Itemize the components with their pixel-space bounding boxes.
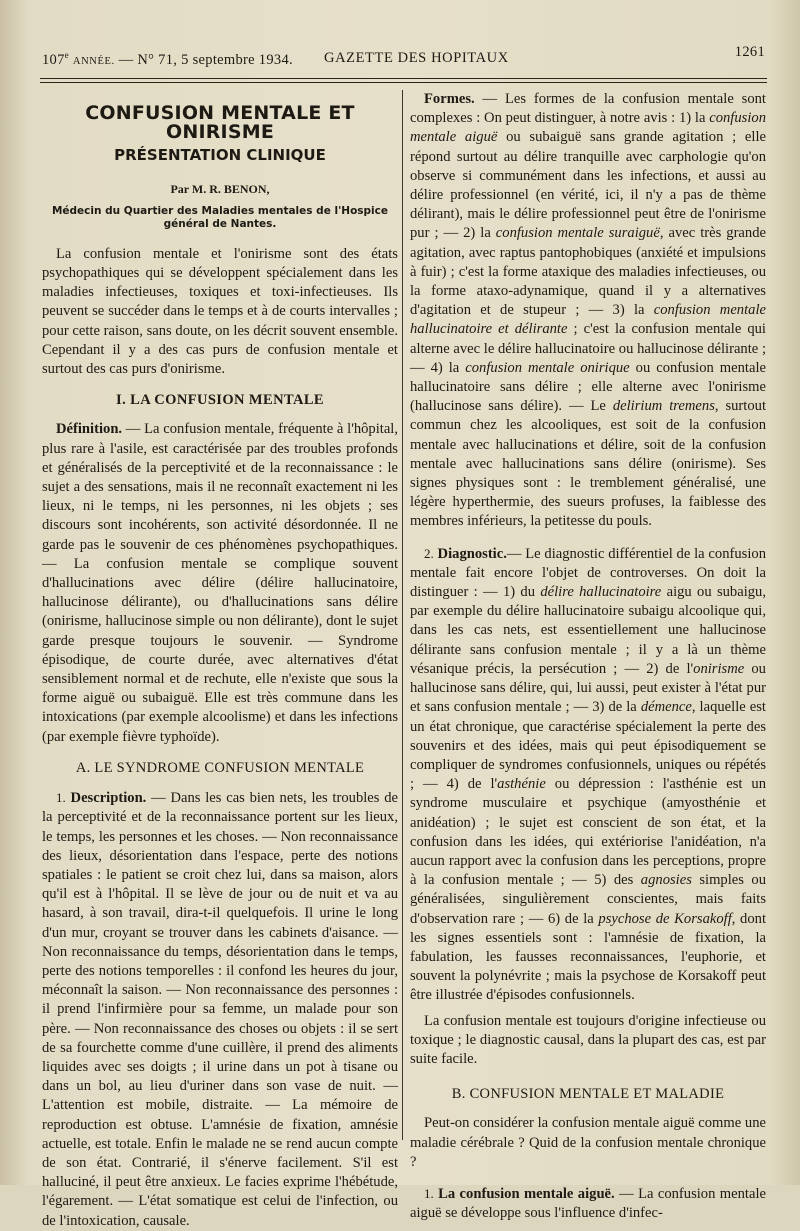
question-paragraph: Peut-on considérer la confusion mentale aiguë comme une maladie cérébrale ? Quid de la confusion mentale chronique ? — [410, 1115, 766, 1170]
running-header — [42, 46, 767, 68]
header-rule-2 — [40, 82, 767, 83]
section-heading: I. LA CONFUSION MENTALE — [116, 392, 324, 409]
author: Par M. R. BENON, — [170, 181, 270, 196]
diagnostic-paragraph: 2. Diagnostic.— Le diagnostic différentiel de la confusion mentale fait encore l'objet de controverses. On doit la distinguer : — 1) du délire hallucinatoire aigu ou subaigu, par exemple du délire hallucinatoire subaigu alcoolique qui, dans les cas nets, est essentiellement une hallucinose délirante sans confusion mentale ; il y a là un thème vésanique précis, la persécution ; — 2) de l'onirisme ou hallucinose sans délire, qui, lui aussi, peut exister à l'état pur et sans confusion mentale ; — 3) de la démence, laquelle est un état chronique, que caractérise spécialement la perte des souvenirs et des idées, mais qui peut épisodiquement se compliquer de syndromes confusionnels, uniques ou répétés ; — 4) de l'asthénie ou dépression : l'asthénie est un syndrome musculaire et psychique (amyosthénie et anidéation) ; le sujet est conscient de son état, et la confusion dans les idées, qui extériorise l'anidéation, n'a aucun rapport avec la confusion dans les perceptions, propre à la confusion mentale ; — 5) des agnosies simples ou généralisées, singulièrement conscientes, mais faits d'observation rare ; — 6) de la psychose de Korsakoff, dont les signes essentiels sont : l'amnésie de fixation, la fabulation, les fausses reconnaissances, l'euphorie, et souvent la polynévrite ; mais la psychose de Korsakoff peut être illustrée d'épisodes confusionnels. — [410, 545, 767, 1004]
definition-paragraph: Définition. — La confusion mentale, fréquente à l'hôpital, plus rare à l'asile, est caractérisée par des troubles profonds et généralisés de la perceptivité et de la reconnaissance : le sujet a des sensations, mais il ne reconnaît exactement ni les lieux, ni le temps, ni les personnes, ni les objets ; ses discours sont incohérents, son activité désordonnée. Il ne garde pas le souvenir de ces phénomènes psychopathiques. — La confusion mentale se complique souvent d'hallucinations avec délire (délire hallucinatoire, hallucinose délirante), ou d'hallucinations sans délire (onirisme, hallucinose simple ou non délirante), dont le sujet garde presque toujours le souvenir. — Syndrome épisodique, de courte durée, avec alternatives d'état sensiblement normal et de rechute, elle n'existe que sous la forme aiguë ou subaiguë. Elle est très commune dans les intoxications (par exemple alcoolisme) et dans les infections (par exemple fièvre typhoïde). — [42, 421, 398, 745]
column-divider — [402, 90, 403, 1140]
article-subtitle: PRÉSENTATION CLINIQUE — [114, 146, 326, 165]
formes-paragraph: Formes. — Les formes de la confusion mentale sont complexes : On peut distinguer, à notre avis : 1) la confusion mentale aiguë ou subaiguë sans grande agitation ; elle répond surtout au délire tranquille avec carphologie qu'on observe si communément dans les infections, et aussi au délire professionnel (en vérité, ici, il n'y a pas de thème délirant), mais le délire professionnel peut être de l'onirisme pur ; — 2) la confusion mentale suraiguë, avec très grande agitation, avec raptus pantophobiques (anxiété et impulsions à fuir) ; c'est la forme ataxique des maladies infectieuses, ou la forme ataxo-adynamique, quand il y a alternatives d'agitation et de stupeur ; — 3) la confusion mentale hallucinatoire et délirante ; c'est la confusion mentale qui alterne avec le délire hallucinatoire ou hallucinose délirante ; — 4) la confusion mentale onirique ou confusion mentale hallucinatoire sans délire ; elle alterne avec l'onirisme (hallucinose sans délire). — Le delirium tremens, surtout commun chez les alcooliques, est soit de la confusion mentale avec hallucinations et délire, soit de la confusion mentale avec hallucinations sans délire (onirisme). Ses signes physiques sont : le tremblement généralisé, une légère hyperthermie, des sueurs profuses, la faiblesse des membres inférieurs, la petitesse du pouls. — [410, 91, 766, 530]
journal-name: GAZETTE DES HOPITAUX — [324, 50, 509, 66]
intro-paragraph: La confusion mentale et l'onirisme sont des états psychopathiques qui se développent spécialement dans les maladies infectieuses, toxiques et toxi-infectieuses. Ils peuvent se succéder dans le temps et à de courts intervalles ; pour cette raison, sans doute, on les décrit souvent ensemble. Cependant il y a des cas purs de confusion mentale et surtout des cas purs d'onirisme. — [42, 245, 398, 378]
issue-info: 107e ANNÉE. — N° 71, 5 septembre 1934. — [42, 50, 293, 68]
subsection-heading-b: B. CONFUSION MENTALE ET MALADIE — [451, 1086, 725, 1103]
article-title: CONFUSION MENTALE ET ONIRISME — [85, 102, 355, 144]
header-rule — [40, 78, 767, 79]
author-affiliation: Médecin du Quartier des Maladies mentales de l'Hospice général de Nantes. — [51, 204, 389, 230]
page-number: 1261 — [734, 44, 765, 60]
aigue-paragraph: 1. La confusion mentale aiguë. — La confusion mentale aiguë se développe sous l'influence d'infec- — [410, 1185, 766, 1222]
causal-paragraph: La confusion mentale est toujours d'origine infectieuse ou toxique ; le diagnostic causal, dans la plupart des cas, est par suite facile. — [410, 1012, 766, 1067]
left-column — [42, 90, 398, 1229]
right-column — [410, 90, 767, 1222]
subsection-heading: A. LE SYNDROME CONFUSION MENTALE — [75, 759, 365, 776]
description-paragraph: 1. Description. — Dans les cas bien nets, les troubles de la perceptivité et de la reconnaissance portent sur les lieux, le temps, les personnes et les choses. — Non reconnaissance des lieux, désorientation dans l'espace, perte des notions spatiales : le patient se croit chez lui, dans sa maison, alors qu'il est à l'hôpital. Il se lève de jour ou de nuit et va au hasard, à son travail, dira-t-il quelquefois. Il urine le long d'un mur, croyant se trouver dans les cabinets d'aisance. — Non reconnaissance du temps, désorientation dans le temps, perte des notions temporelles : il confond les heures du jour, méconnaît la saison. — Non reconnaissance des personnes : il prend l'infirmière pour sa femme, un malade pour son père. — Non reconnaissance des choses ou objets : il se sert de sa fourchette comme d'une cuillère, il prend des aliments liquides avec ses doigts ; il urine dans un pot à tisane ou dans un bol, au lieu d'uriner dans son vase de nuit. — L'attention est mobile, distraite. — La mémoire de reproduction est obtuse. L'amnésie de fixation, amnésie actuelle, est totale. Enfin le malade ne se rend aucun compte de son état. Contrarié, il s'énerve facilement. S'il est halluciné, il peut être anxieux. Le facies exprime l'hébétude, l'égarement. — L'état somatique est celui de l'infection, ou de l'intoxication, causale. — [42, 790, 398, 1229]
